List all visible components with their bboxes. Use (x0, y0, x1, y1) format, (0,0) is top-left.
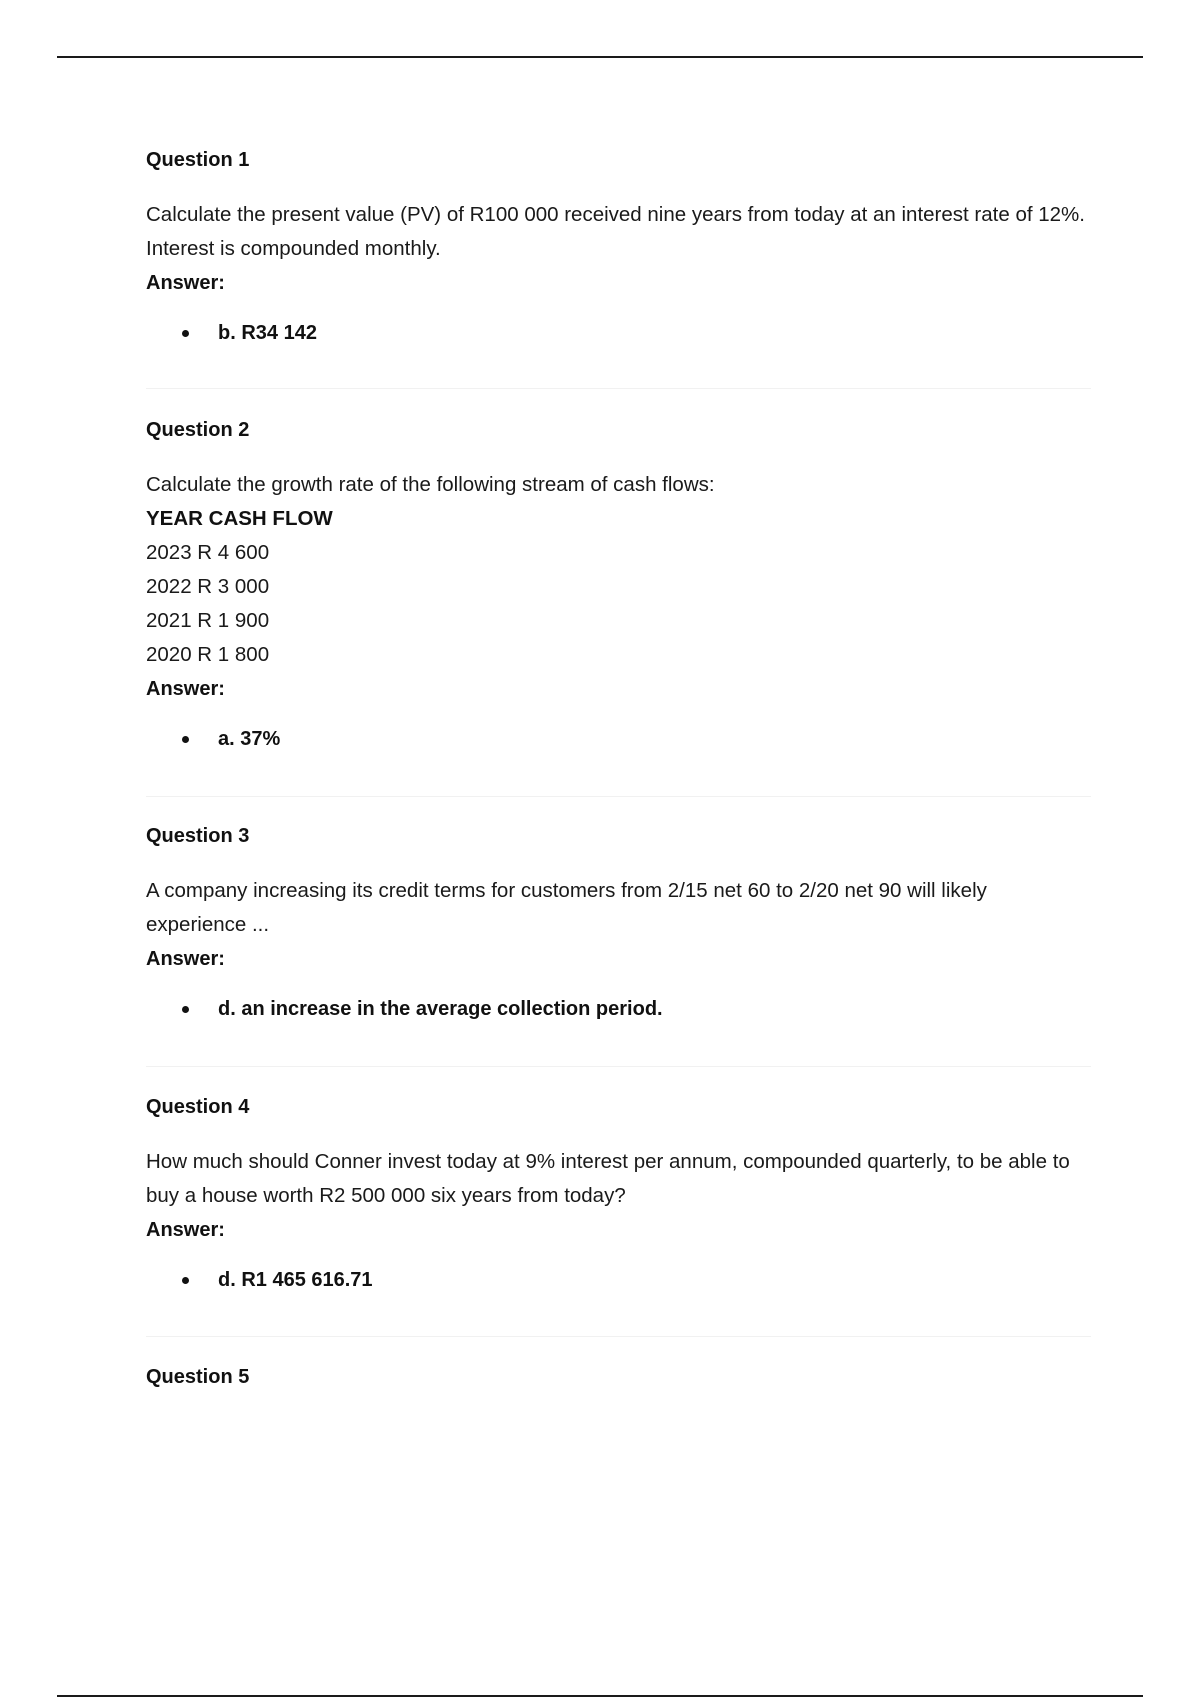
question-3 (146, 824, 1091, 1026)
answer-text: b. R34 142 (218, 322, 317, 344)
answer-label: Answer: (146, 272, 225, 294)
answer-option (146, 316, 1091, 350)
bullet-icon (182, 1277, 189, 1284)
bullet-icon (182, 330, 189, 337)
answer-list (146, 1263, 1091, 1297)
answer-list (146, 992, 1091, 1026)
answer-label: Answer: (146, 948, 225, 970)
cash-flow-row: 2023 R 4 600 (146, 541, 270, 564)
question-5 (146, 1365, 1091, 1415)
question-text: How much should Conner invest today at 9% interest per annum, compounded quarterly, to be able to buy a house worth R2 500 000 six years from today? (146, 1150, 1070, 1207)
question-text: Calculate the growth rate of the following stream of cash flows: (146, 473, 715, 496)
bullet-icon (182, 1006, 189, 1013)
question-text: A company increasing its credit terms for customers from 2/15 net 60 to 2/20 net 90 will likely experience ... (146, 879, 987, 936)
question-separator (146, 388, 1091, 389)
answer-text: d. R1 465 616.71 (218, 1269, 373, 1291)
page-bottom-rule (57, 1695, 1143, 1697)
answer-list (146, 316, 1091, 350)
bullet-icon (182, 736, 189, 743)
question-separator (146, 1066, 1091, 1067)
cash-flow-row: 2020 R 1 800 (146, 643, 270, 666)
question-1 (146, 148, 1091, 350)
cash-flow-row: 2021 R 1 900 (146, 609, 270, 632)
question-title: Question 4 (146, 1096, 250, 1118)
cash-flow-row: 2022 R 3 000 (146, 575, 270, 598)
page-top-rule (57, 56, 1143, 58)
cash-flow-header: YEAR CASH FLOW (146, 507, 333, 530)
answer-option (146, 722, 1091, 756)
question-2 (146, 418, 1091, 756)
question-title: Question 1 (146, 149, 250, 171)
answer-option (146, 992, 1091, 1026)
answer-text: d. an increase in the average collection period. (218, 998, 663, 1020)
question-title: Question 3 (146, 825, 250, 847)
question-4 (146, 1095, 1091, 1297)
question-text: Calculate the present value (PV) of R100 000 received nine years from today at an interest rate of 12%. Interest is compounded monthly. (146, 203, 1085, 260)
question-title: Question 5 (146, 1366, 250, 1388)
question-separator (146, 1336, 1091, 1337)
question-separator (146, 796, 1091, 797)
answer-text: a. 37% (218, 728, 281, 750)
answer-label: Answer: (146, 1219, 225, 1241)
answer-option (146, 1263, 1091, 1297)
answer-label: Answer: (146, 678, 225, 700)
question-title: Question 2 (146, 419, 250, 441)
answer-list (146, 722, 1091, 756)
